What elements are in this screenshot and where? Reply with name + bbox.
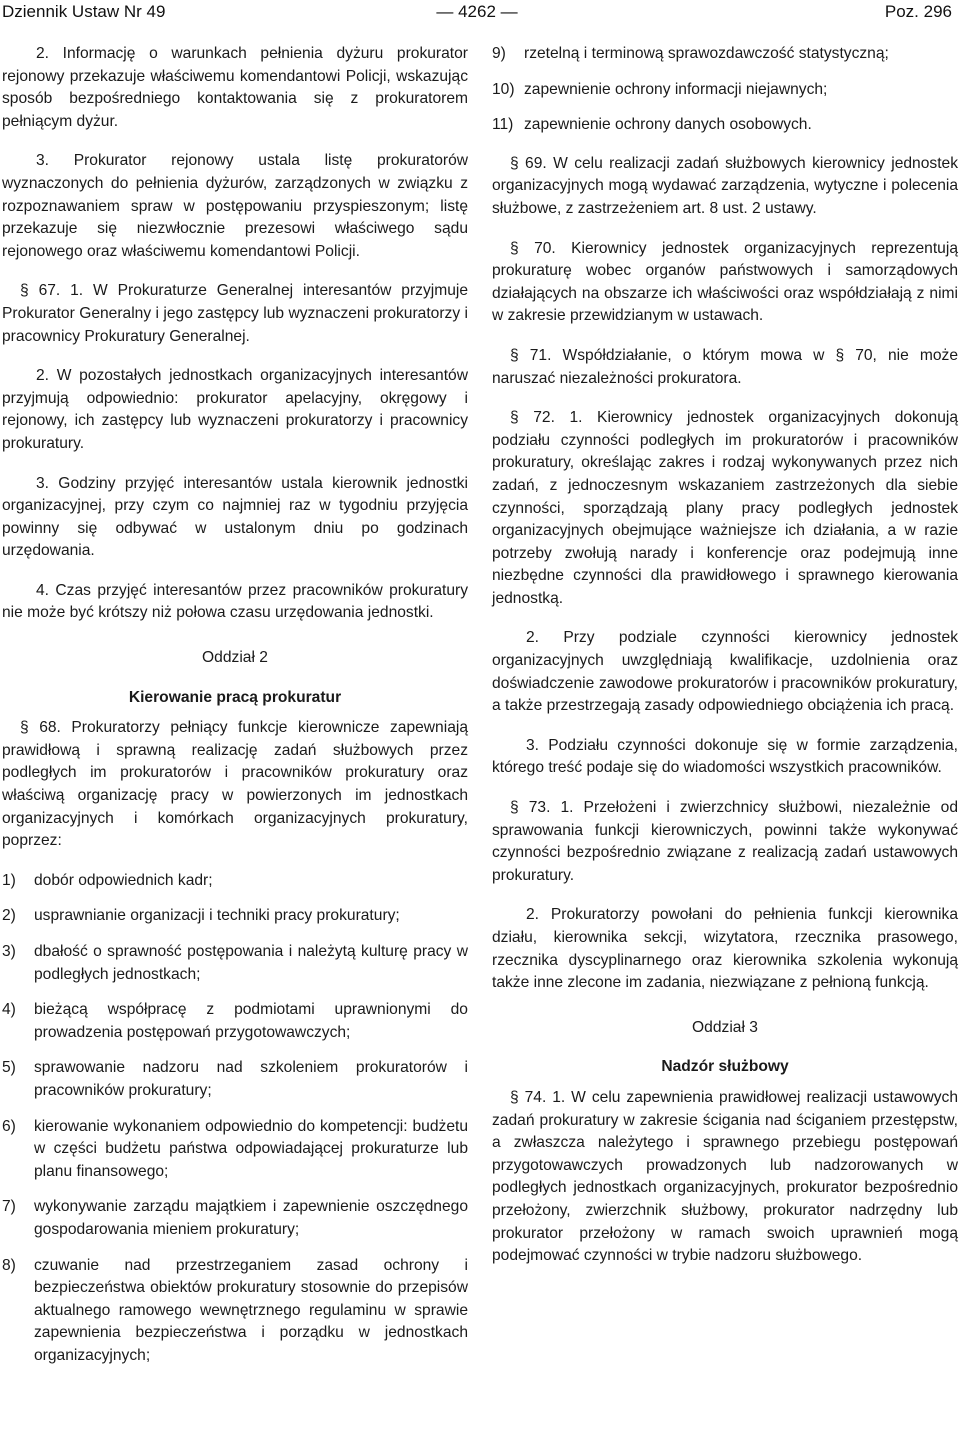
list-item xyxy=(2,1116,468,1184)
list-item xyxy=(492,79,958,102)
section-73: § 73. 1. Przełożeni i zwierzchnicy służbowi, niezależnie od sprawowania funkcji kierowniczych, powinni także wykonywać czynności bezpośrednio związane z realizacją zadań ustawowych prokuratury. xyxy=(492,799,958,884)
division-label: Oddział 3 xyxy=(692,1018,758,1036)
paragraph: 2. Informację o warunkach pełnienia dyżuru prokurator rejonowy przekazuje właściwemu komendantowi Policji, wskazując sposób bezpośredniego kontaktowania się z prokuratorem pełniącym dyżur. xyxy=(2,45,468,130)
list-item-text: dbałość o sprawność postępowania i należytą kulturę pracy w podległych jednostkach; xyxy=(34,943,468,983)
list-item xyxy=(492,114,958,137)
division-title: Kierowanie pracą prokuratur xyxy=(128,688,342,706)
paragraph: 2. Przy podziale czynności kierownicy jednostek organizacyjnych uwzględniają kwalifikacje, uzdolnienia oraz doświadczenie zawodowe prokuratorów i pracowników prokuratury, a także przestrzegają zasady odpowiedniego obciążenia ich pracą. xyxy=(492,629,958,715)
list-item-number: 11) xyxy=(492,116,514,134)
list-item-number: 5) xyxy=(2,1059,16,1077)
list-item xyxy=(2,999,468,1044)
list-item-number: 2) xyxy=(2,907,16,925)
right-column xyxy=(492,43,958,1285)
list-item xyxy=(492,43,958,66)
section-74: § 74. 1. W celu zapewnienia prawidłowej realizacji ustawowych zadań prokuratury w zakresie ścigania nad ściganiem przestępstw, a zwłaszcza należytego i sprawnego przebiegu postępowań przygotowawczych prowadzonych lub nadzorowanych w podległych jednostkach organizacyjnych, prokurator bezpośrednio przełożony, zwierzchnik służbowy, prokurator nadrzędny lub prokurator przełożony w ramach swoich uprawnień mogą podejmować czynności w trybie nadzoru służbowego. xyxy=(492,1088,958,1265)
paragraph: 3. Prokurator rejonowy ustala listę prokuratorów wyznaczonych do pełnienia dyżurów, zarządzonych w związku z rozpoznawaniem spraw w postępowaniu przyspieszonym; listę przekazuje się niezwłocznie prezesowi właściwego sądu rejonowego oraz właściwemu komendantowi Policji. xyxy=(2,152,468,260)
list-item xyxy=(2,1057,468,1102)
list-item-number: 3) xyxy=(2,943,16,960)
list-item-text: czuwanie nad przestrzeganiem zasad ochrony i bezpieczeństwa obiektów prokuratury stosownie do przepisów aktualnego ramowego wewnętrznego regulaminu w sprawie zapewnienia bezpieczeństwa i porządku w jednostkach organizacyjnych; xyxy=(34,1256,468,1364)
section-72: § 72. 1. Kierownicy jednostek organizacyjnych dokonują podziału czynności podległych im prokuratorów i pracowników prokuratury, określając zakres i rodzaj wykonywanych przez nich zadań, z jednoczesnym wskazaniem zastrzeżonych dla siebie czynności, sporządzają plany pracy podległych jednostek organizacyjnych obejmujące ważniejsze ich działania, a w razie potrzeby zwołują narady i konferencje oraz podejmują inne niezbędne czynności dla prawidłowego i sprawnego kierowania jednostką. xyxy=(492,409,958,607)
list-item-text: dobór odpowiednich kadr; xyxy=(34,871,213,889)
list-item-text: kierowanie wykonaniem odpowiednio do kompetencji: budżetu w części budżetu państwa odpowiadającej prokuraturze lub planu finansowego; xyxy=(34,1117,468,1180)
paragraph: 3. Godziny przyjęć interesantów ustala kierownik jednostki organizacyjnej, przy czym co najmniej raz w tygodniu przyjęcia powinny się odbywać w ustalonym dniu po godzinach urzędowania. xyxy=(2,474,468,560)
list-item-text: usprawnianie organizacji i techniki pracy prokuratury; xyxy=(34,907,400,925)
list-item-number: 1) xyxy=(2,871,16,889)
journal-title: Dziennik Ustaw Nr 49 xyxy=(2,2,166,21)
position-number: Poz. 296 xyxy=(884,2,952,21)
paragraph: 2. Prokuratorzy powołani do pełnienia funkcji kierownika działu, kierownika sekcji, wizytatora, rzecznika prasowego, rzecznika dyscyplinarnego oraz kierownika szkolenia wykonują także inne zlecone im zadania, niezwiązane z pełnioną funkcją. xyxy=(492,906,958,992)
paragraph: 4. Czas przyjęć interesantów przez pracowników prokuratury nie może być krótszy niż połowa czasu urzędowania jednostki. xyxy=(2,581,468,622)
division-title: Nadzór służbowy xyxy=(661,1058,789,1076)
page-number: — 4262 — xyxy=(436,2,518,21)
list-item-number: 4) xyxy=(2,1001,16,1019)
division-label: Oddział 2 xyxy=(202,649,268,667)
section-68: § 68. Prokuratorzy pełniący funkcje kierownicze zapewniają prawidłową i sprawną realizację zadań służbowych przez podległych im prokuratorów i pracowników prokuratury oraz właściwą organizację pracy w powierzonych im jednostkach organizacyjnych i komórkach organizacyjnych prokuratury, poprzez: xyxy=(2,719,468,850)
list-item-number: 10) xyxy=(492,80,515,98)
paragraph: 2. W pozostałych jednostkach organizacyjnych interesantów przyjmują odpowiednio: prokurator apelacyjny, okręgowy i rejonowy, ich zastępcy lub wyznaczeni prokuratorzy i pracownicy prokuratury. xyxy=(2,367,468,452)
list-item-number: 8) xyxy=(2,1256,16,1274)
list-item-text: sprawowanie nadzoru nad szkoleniem prokuratorów i pracowników prokuratury; xyxy=(34,1059,468,1099)
list-item-text: zapewnienie ochrony informacji niejawnych; xyxy=(524,80,828,98)
paragraph: 3. Podziału czynności dokonuje się w formie zarządzenia, którego treść podaje się do wiadomości wszystkich pracowników. xyxy=(492,736,958,777)
list-item-number: 6) xyxy=(2,1117,16,1135)
list-item-text: bieżącą współpracę z podmiotami uprawnionymi do prowadzenia postępowań przygotowawczych; xyxy=(34,1001,468,1041)
section-69: § 69. W celu realizacji zadań służbowych kierownicy jednostek organizacyjnych mogą wydawać zarządzenia, wytyczne i polecenia służbowe, z zastrzeżeniem art. 8 ust. 2 ustawy. xyxy=(492,154,958,217)
list-item-text: wykonywanie zarządu majątkiem i zapewnienie oszczędnego gospodarowania mieniem prokuratury; xyxy=(34,1198,468,1238)
page-header xyxy=(2,0,956,40)
list-item xyxy=(2,1255,468,1368)
list-item xyxy=(2,870,468,893)
section-70: § 70. Kierownicy jednostek organizacyjnych reprezentują prokuraturę wobec organów państwowych i samorządowych działających na obszarze ich właściwości oraz współdziałają z nimi w zakresie przewidzianym w ustawach. xyxy=(492,239,958,325)
list-item xyxy=(2,905,468,928)
list-item-number: 7) xyxy=(2,1198,16,1216)
list-item xyxy=(2,941,468,986)
section-67: § 67. 1. W Prokuraturze Generalnej interesantów przyjmuje Prokurator Generalny i jego zastępcy lub wyznaczeni prokuratorzy i pracownicy Prokuratury Generalnej. xyxy=(2,282,468,345)
list-item-text: rzetelną i terminową sprawozdawczość statystyczną; xyxy=(524,45,889,62)
list-item-text: zapewnienie ochrony danych osobowych. xyxy=(524,116,812,134)
list-item-number: 9) xyxy=(492,45,506,62)
list-item xyxy=(2,1196,468,1241)
section-71: § 71. Współdziałanie, o którym mowa w § 70, nie może naruszać niezależności prokuratora. xyxy=(492,346,958,387)
left-column xyxy=(2,43,468,1381)
